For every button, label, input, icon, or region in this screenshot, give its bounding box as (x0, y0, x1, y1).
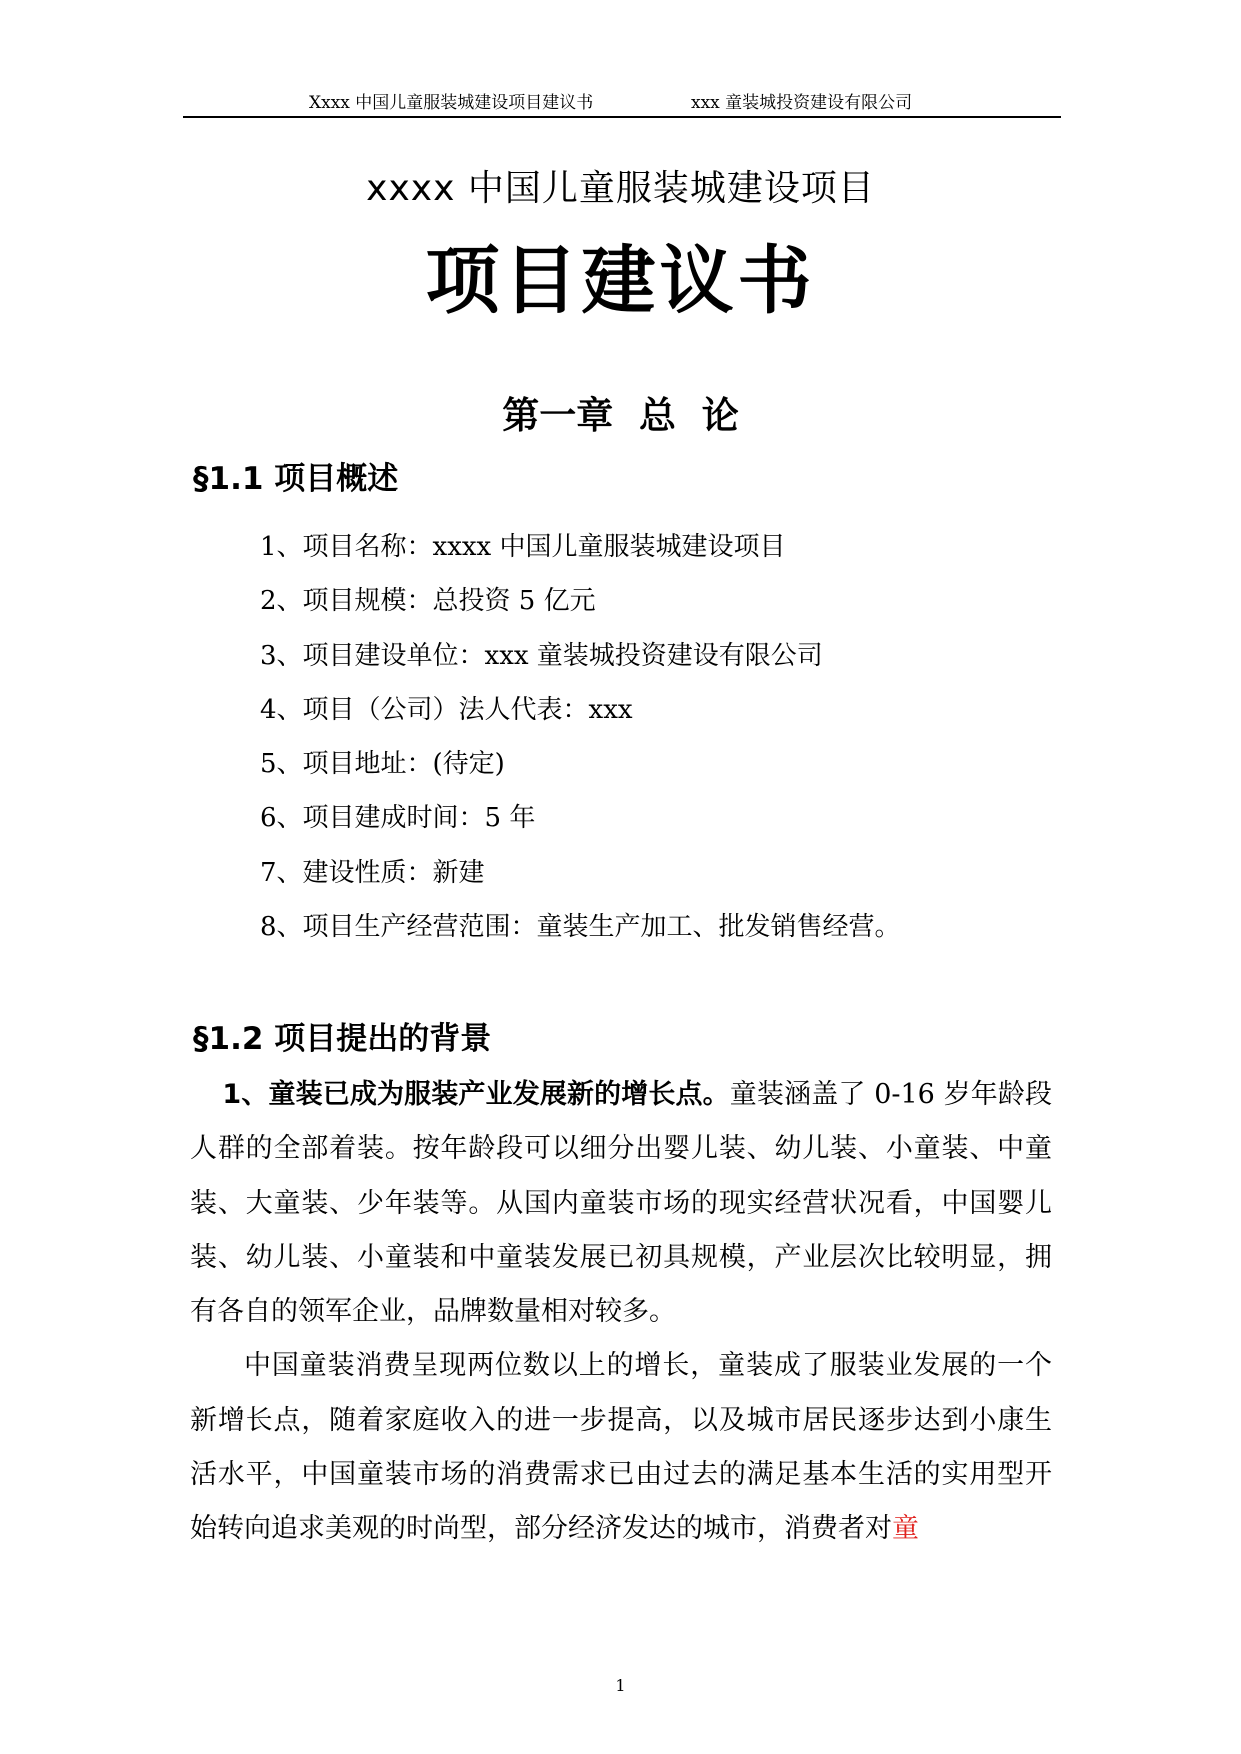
list-item: 8、项目生产经营范围：童装生产加工、批发销售经营。 (260, 912, 901, 943)
list-item: 4、项目（公司）法人代表：xxx (260, 694, 633, 725)
chapter-title: 第一章 总 论 (502, 394, 739, 437)
section-1-2-body (190, 1068, 1052, 1557)
header-company-name: xxx 童装城投资建设有限公司 (691, 93, 913, 113)
section-1-1-heading: §1.1 项目概述 (193, 461, 399, 497)
background-paragraph-1 (190, 1068, 1052, 1339)
background-paragraph-2 (190, 1339, 1052, 1556)
section-1-2-heading: §1.2 项目提出的背景 (193, 1021, 492, 1057)
list-item: 5、项目地址：(待定) (260, 749, 505, 780)
paragraph-text: 童装涵盖了 0-16 岁年龄段人群的全部着装。按年龄段可以细分出婴儿装、幼儿装、小童装、中童装、大童装、少年装等。从国内童装市场的现实经营状况看，中国婴儿装、幼儿装、小童装和中童装发展已初具规模，产业层次比较明显，拥有各自的领军企业，品牌数量相对较多。 (190, 1079, 1052, 1328)
list-item: 3、项目建设单位：xxx 童装城投资建设有限公司 (260, 640, 823, 671)
paragraph-lead-bold: 1、童装已成为服装产业发展新的增长点。 (222, 1079, 730, 1110)
running-header (183, 86, 1061, 118)
list-item: 2、项目规模：总投资 5 亿元 (260, 586, 596, 617)
list-item: 7、建设性质：新建 (260, 857, 485, 888)
header-document-title: Xxxx 中国儿童服装城建设项目建议书 (309, 93, 594, 113)
highlighted-text: 童 (892, 1513, 919, 1545)
list-item: 1、项目名称：xxxx 中国儿童服装城建设项目 (260, 532, 786, 562)
paragraph-text: 中国童装消费呈现两位数以上的增长，童装成了服装业发展的一个新增长点，随着家庭收入的进一步提高，以及城市居民逐步达到小康生活水平，中国童装市场的消费需求已由过去的满足基本生活的实用型开始转向追求美观的时尚型，部分经济发达的城市，消费者对 (190, 1350, 1052, 1545)
project-subtitle: xxxx 中国儿童服装城建设项目 (366, 168, 875, 209)
document-title: 项目建议书 (425, 238, 816, 324)
list-item: 6、项目建成时间：5 年 (260, 803, 536, 834)
project-overview-list (260, 520, 901, 954)
page-number: 1 (615, 1676, 626, 1695)
